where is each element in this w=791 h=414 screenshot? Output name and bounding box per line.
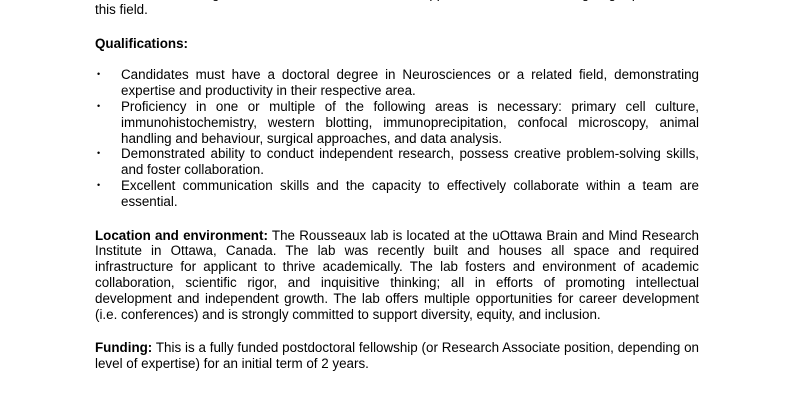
list-item — [95, 178, 699, 210]
list-item-text: Proficiency in one or multiple of the following areas is necessary: primary cell culture, immunohistochemistry, western blotting, immunoprecipitation, confocal microscopy, animal handling and behaviour, surgical approaches, and data analysis. — [121, 98, 699, 146]
qualifications-heading: Qualifications: — [95, 35, 189, 51]
list-item-text: Demonstrated ability to conduct independent research, possess creative problem-solving skills, and foster collaboration. — [121, 146, 699, 178]
location-paragraph — [95, 228, 699, 323]
list-item — [95, 67, 699, 99]
location-heading: Location and environment: — [95, 227, 268, 243]
qualifications-list — [95, 67, 699, 209]
funding-heading: Funding: — [95, 340, 153, 356]
list-item-text: Candidates must have a doctoral degree in Neurosciences or a related field, demonstrating expertise and productivity in their respective area. — [121, 67, 699, 99]
list-item — [95, 99, 699, 146]
bullet-icon: • — [97, 100, 101, 111]
funding-paragraph — [95, 340, 699, 372]
bullet-icon: • — [97, 69, 101, 80]
intro-paragraph-tail: this field. — [95, 1, 148, 17]
location-text: The Rousseaux lab is located at the uOttawa Brain and Mind Research Institute in Ottawa, Canada. The lab was recently built and houses all space and required infrastructure for applicant to thrive academically. The lab fosters and environment of academic collaboration, scientific rigor, and inquisitive thinking; all in efforts of promoting intellectual development and independent growth. The lab offers multiple opportunities for career development (i.e. conferences) and is strongly committed to support diversity, equity, and inclusion. — [95, 227, 700, 322]
document-page — [95, 0, 699, 372]
bullet-icon: • — [97, 179, 101, 190]
list-item-text: Excellent communication skills and the capacity to effectively collaborate within a team are essential. — [121, 177, 699, 209]
list-item — [95, 146, 699, 178]
bullet-icon: • — [97, 148, 101, 159]
funding-text: This is a fully funded postdoctoral fellowship (or Research Associate position, depending on level of expertise) for an initial term of 2 years. — [95, 340, 699, 372]
